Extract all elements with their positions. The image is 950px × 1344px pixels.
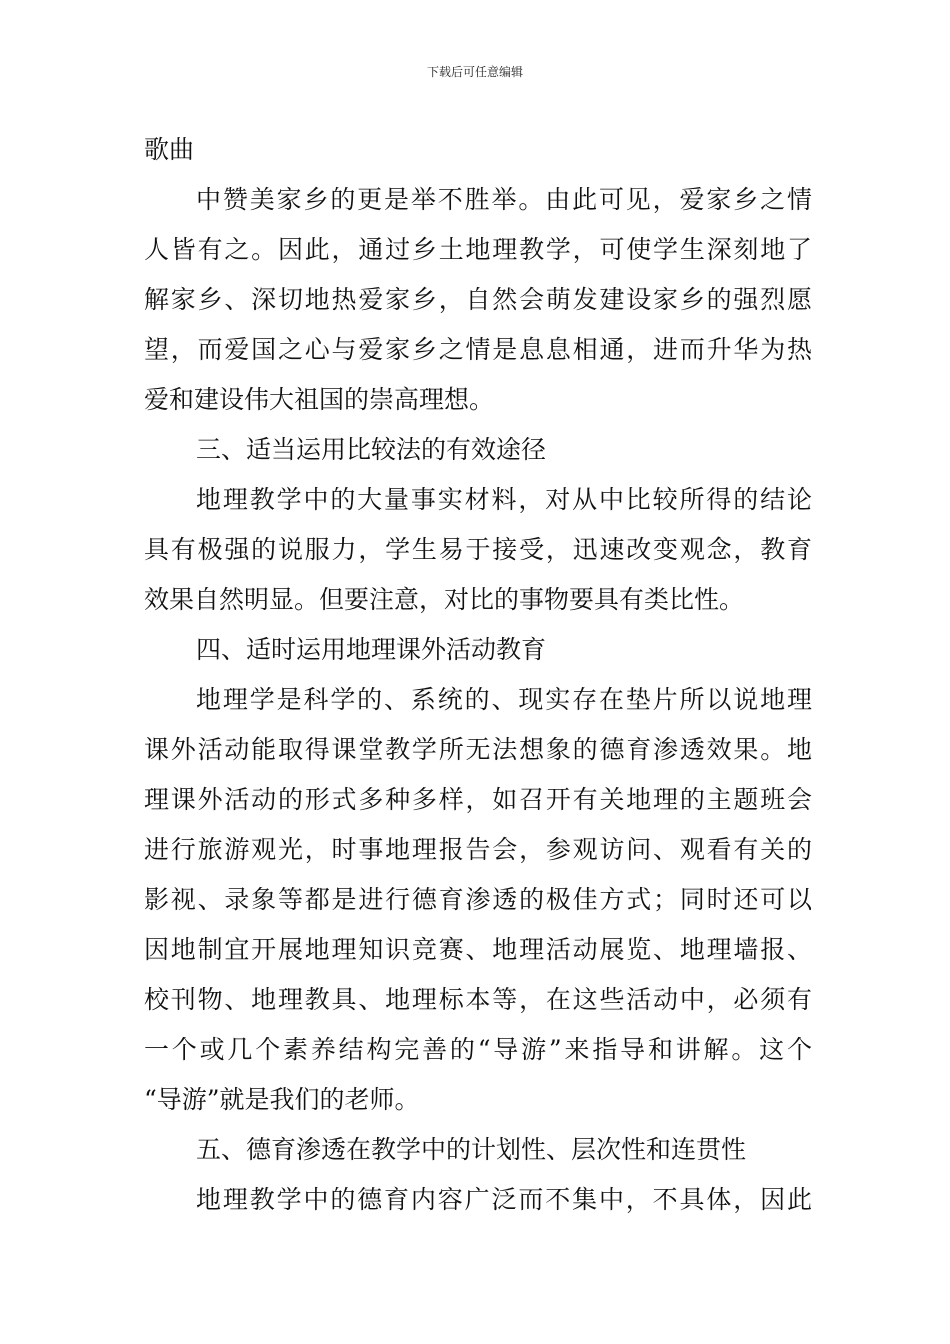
text-line: 五、德育渗透在教学中的计划性、层次性和连贯性 xyxy=(196,1135,747,1164)
text-line: 三、适当运用比较法的有效途径 xyxy=(196,435,547,464)
text-line: 地理学是科学的、系统的、现实存在垫片所以说地理 xyxy=(196,685,812,714)
text-line: 解家乡、深切地热爱家乡，自然会萌发建设家乡的强烈愿 xyxy=(144,285,812,314)
text-line: 影视、录象等都是进行德育渗透的极佳方式；同时还可以 xyxy=(144,885,812,914)
text-line: 进行旅游观光，时事地理报告会，参观访问、观看有关的 xyxy=(144,835,812,864)
text-line: 中赞美家乡的更是举不胜举。由此可见，爱家乡之情 xyxy=(196,185,812,214)
text-line: 一个或几个素养结构完善的“导游”来指导和讲解。这个 xyxy=(144,1035,812,1064)
text-line: 人皆有之。因此，通过乡土地理教学，可使学生深刻地了 xyxy=(144,235,812,264)
text-line: 歌曲 xyxy=(144,135,195,164)
text-line: 效果自然明显。但要注意，对比的事物要具有类比性。 xyxy=(144,585,745,614)
body-text xyxy=(144,125,812,1225)
text-line: 因地制宜开展地理知识竞赛、地理活动展览、地理墙报、 xyxy=(144,935,812,964)
page-header: 下载后可任意编辑 xyxy=(426,65,523,79)
text-line: 爱和建设伟大祖国的崇高理想。 xyxy=(144,385,495,414)
text-line: 课外活动能取得课堂教学所无法想象的德育渗透效果。地 xyxy=(144,735,812,764)
text-line: 望，而爱国之心与爱家乡之情是息息相通，进而升华为热 xyxy=(144,335,812,364)
text-line: 具有极强的说服力，学生易于接受，迅速改变观念，教育 xyxy=(144,535,812,564)
text-line: 四、适时运用地理课外活动教育 xyxy=(196,635,547,664)
text-line: 地理教学中的德育内容广泛而不集中，不具体，因此 xyxy=(196,1185,812,1214)
text-line: 校刊物、地理教具、地理标本等，在这些活动中，必须有 xyxy=(144,985,812,1014)
text-line: 地理教学中的大量事实材料，对从中比较所得的结论 xyxy=(196,485,812,514)
text-line: “导游”就是我们的老师。 xyxy=(144,1085,420,1114)
text-line: 理课外活动的形式多种多样，如召开有关地理的主题班会 xyxy=(144,785,812,814)
